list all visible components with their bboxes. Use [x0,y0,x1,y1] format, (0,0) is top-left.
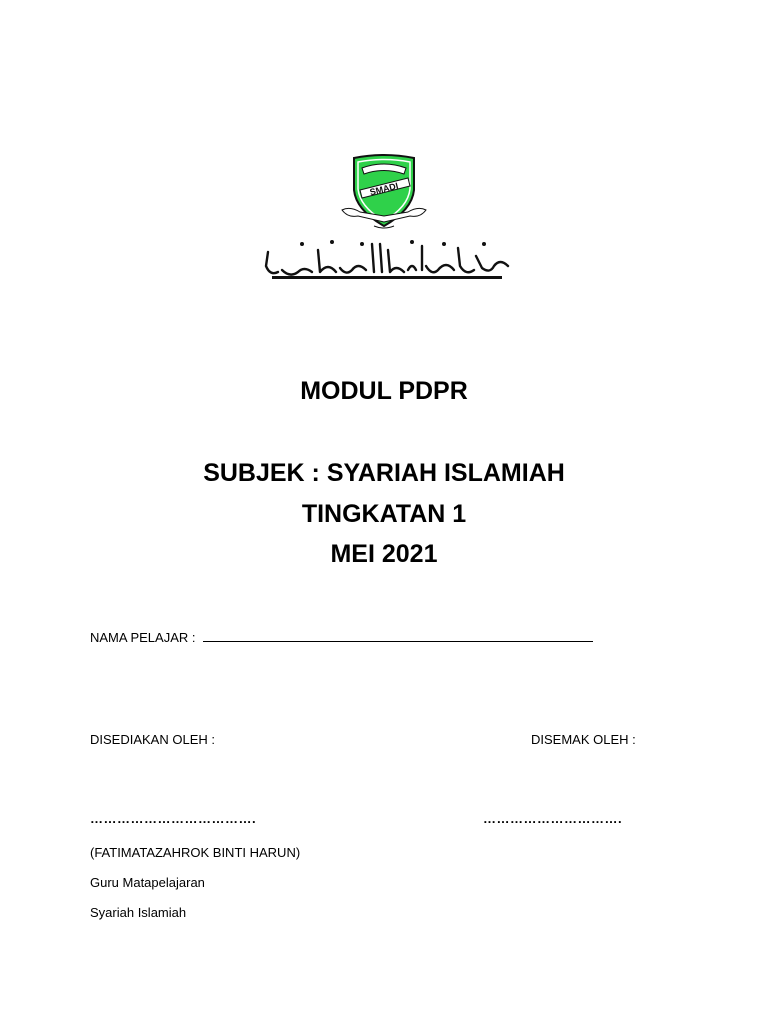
teacher-subject: Syariah Islamiah [90,905,187,920]
subject-title: SUBJEK : SYARIAH ISLAMIAH [203,459,565,487]
prepared-by-signature-dots: ………………………………. [90,811,257,826]
arabic-school-name-calligraphy [262,236,512,282]
crest-text: SMADI [368,180,400,198]
school-crest-logo [340,152,428,232]
student-name-label: NAMA PELAJAR : [90,630,196,645]
student-name-blank-line[interactable] [203,629,593,642]
student-name-row [90,629,593,646]
teacher-name: (FATIMATAZAHROK BINTI HARUN) [90,845,301,860]
form-level-title: TINGKATAN 1 [301,500,467,528]
checked-by-signature-dots: …………………………. [483,811,623,826]
teacher-role: Guru Matapelajaran [90,875,205,890]
module-title: MODUL PDPR [300,377,468,405]
prepared-by-label: DISEDIAKAN OLEH : [90,732,215,747]
month-year-title: MEI 2021 [330,540,438,568]
checked-by-label: DISEMAK OLEH : [531,732,636,747]
